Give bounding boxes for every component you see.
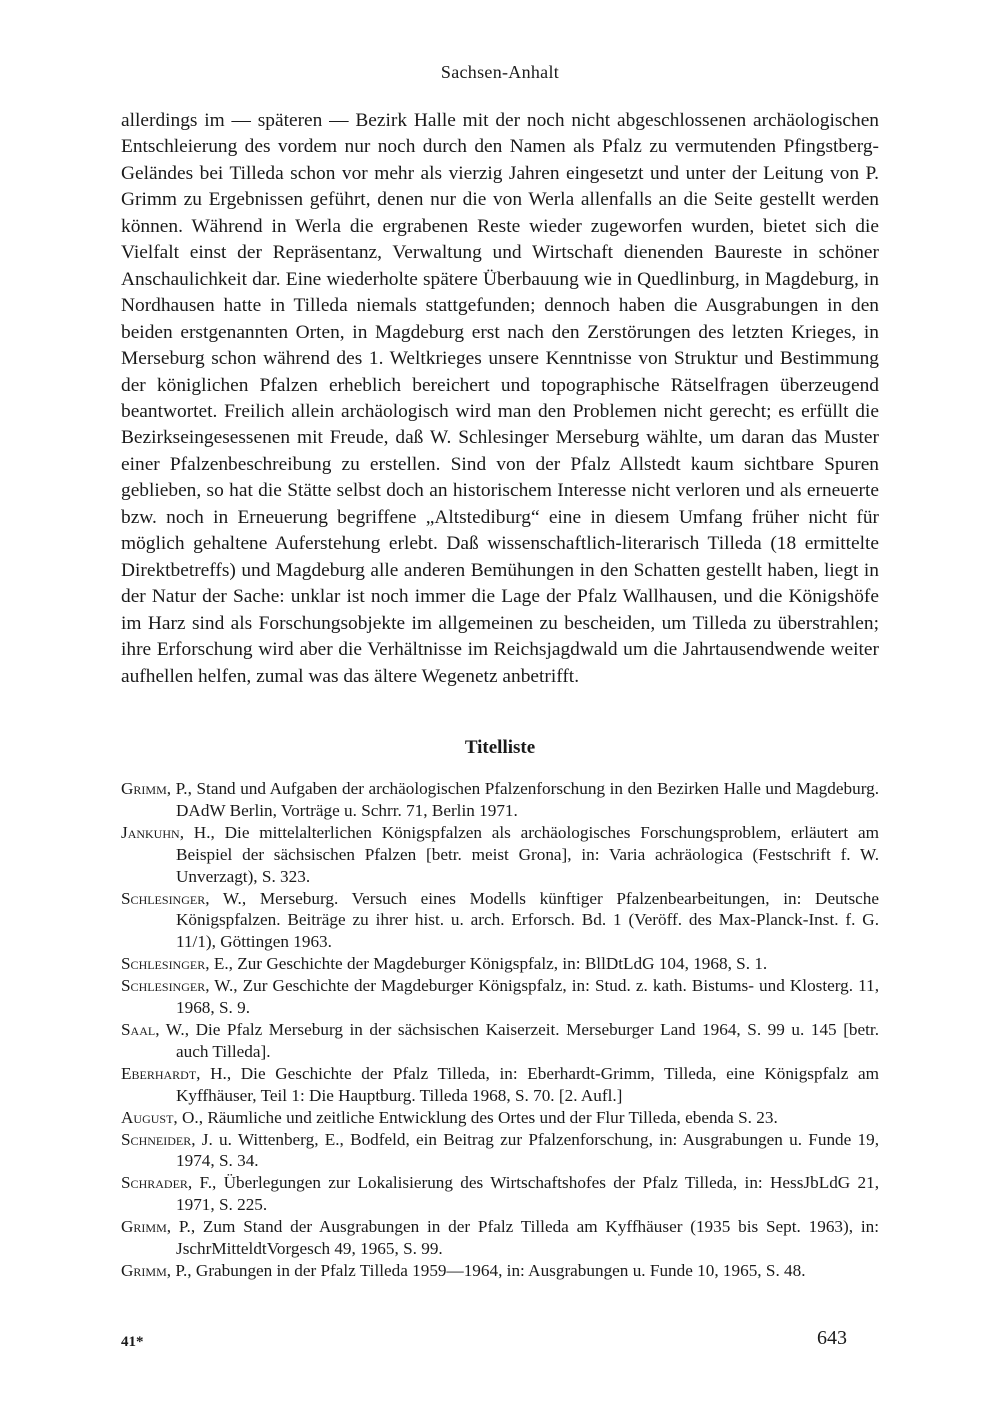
reference-entry [121, 778, 879, 822]
reference-text: , W., Die Pfalz Merseburg in der sächsischen Kaiserzeit. Merseburger Land 1964, S. 99 u. 145 [betr. auch Tilleda]. [155, 1019, 879, 1061]
body-paragraph: allerdings im — späteren — Bezirk Halle mit der noch nicht abgeschlossenen archäologischen Entschleierung des vordem nur noch durch den Namen als Pfalz zu vermutenden Pfingstberg-Geländes bei Tilleda schon vor mehr als vierzig Jahren eingesetzt und unter der Leitung von P. Grimm zu Ergebnissen geführt, denen nur die von Werla allenfalls an die Seite gestellt werden können. Während in Werla die ergrabenen Reste wieder zugeworfen wurden, bietet sich die Vielfalt einst der Repräsentanz, Verwaltung und Wirtschaft dienenden Baureste in schöner Anschaulichkeit dar. Eine wiederholte spätere Überbauung wie in Quedlinburg, in Magdeburg, in Nordhausen hatte in Tilleda niemals stattgefunden; dennoch haben die Ausgrabungen in den beiden erstgenannten Orten, in Magdeburg erst nach den Zerstörungen des letzten Krieges, in Merseburg schon während des 1. Weltkrieges unsere Kenntnisse von Struktur und Bestimmung der königlichen Pfalzen erheblich bereichert und topographische Rätselfragen überzeugend beantwortet. Freilich allein archäologisch wird man den Problemen nicht gerecht; es erfüllt die Bezirkseingesessenen mit Freude, daß W. Schlesinger Merseburg wählte, um daran das Muster einer Pfalzenbeschreibung zu erstellen. Sind von der Pfalz Allstedt kaum sichtbare Spuren geblieben, so hat die Stätte selbst doch an historischem Interesse nicht verloren und als erneuerte bzw. noch in Erneuerung begriffene „Altstediburg“ eine in diesem Umfang früher nicht für möglich gehaltene Auferstehung erlebt. Daß wissenschaftlich-literarisch Tilleda (18 ermittelte Direktbetreffs) und Magdeburg alle anderen Bemühungen in den Schatten gestellt haben, liegt in der Natur der Sache: unklar ist noch immer die Lage der Pfalz Wallhausen, und die Königshöfe im Harz sind als Forschungsobjekte im allgemeinen zu bescheiden, um Tilleda zu überstrahlen; ihre Erforschung wird aber die Verhältnisse im Reichsjagdwald um die Jahrtausendwende weiter aufhellen helfen, zumal was das ältere Wegenetz anbetrifft. [121, 110, 879, 687]
reference-text: , J. u. Wittenberg, E., Bodfeld, ein Beitrag zur Pfalzenforschung, in: Ausgrabungen u. Funde 19, 1974, S. 34. [176, 1129, 879, 1171]
reference-author: Grimm [121, 1217, 167, 1237]
reference-author: Saal [121, 1019, 156, 1039]
signature-mark: 41* [121, 1334, 144, 1350]
reference-list [121, 778, 879, 1282]
reference-entry [121, 975, 879, 1019]
running-head: Sachsen-Anhalt [440, 62, 560, 82]
page-number: 643 [817, 1327, 847, 1349]
reference-entry [121, 1172, 879, 1216]
reference-entry [121, 1063, 879, 1107]
reference-author: Jankuhn [121, 822, 180, 842]
reference-text: , P., Stand und Aufgaben der archäologischen Pfalzenforschung in den Bezirken Halle und Magdeburg. DAdW Berlin, Vorträge u. Schrr. 71, Berlin 1971. [166, 779, 879, 820]
reference-author: Schlesinger [121, 888, 206, 908]
reference-entry [121, 1260, 879, 1282]
reference-text: , W., Merseburg. Versuch eines Modells künftiger Pfalzenbearbeitungen, in: Deutsche Königspfalzen. Beiträge zu ihrer hist. u. arch. Erforsch. Bd. 1 (Veröff. des Max-Planck-Inst. f. G. 11/1), Göttingen 1963. [176, 888, 879, 952]
reference-text: , H., Die mittelalterlichen Königspfalzen als archäologisches Forschungsproblem, erläutert am Beispiel der sächsischen Pfalzen [betr. meist Grona], in: Varia achräologica (Festschrift f. W. Unverzagt), S. 323. [176, 822, 879, 886]
reference-text: , W., Zur Geschichte der Magdeburger Königspfalz, in: Stud. z. kath. Bistums- und Klosterg. 11, 1968, S. 9. [176, 976, 879, 1018]
reference-entry [121, 1129, 879, 1173]
reference-author: August [121, 1107, 174, 1127]
reference-author: Schneider [121, 1129, 192, 1149]
reference-entry [121, 1107, 879, 1129]
reference-entry [121, 1019, 879, 1063]
reference-author: Eberhardt [121, 1063, 197, 1083]
reference-text: , H., Die Geschichte der Pfalz Tilleda, in: Eberhardt-Grimm, Tilleda, eine Königspfalz am Kyffhäuser, Teil 1: Die Hauptburg. Tilleda 1968, S. 70. [2. Aufl.] [176, 1063, 879, 1105]
reference-text: , E., Zur Geschichte der Magdeburger Königspfalz, in: BllDtLdG 104, 1968, S. 1. [205, 954, 768, 974]
reference-entry [121, 953, 879, 975]
reference-entry [121, 888, 879, 954]
reference-entry [121, 1216, 879, 1260]
reference-author: Grimm [121, 779, 167, 798]
reference-text: , F., Überlegungen zur Lokalisierung des Wirtschaftshofes der Pfalz Tilleda, in: HessJbLdG 21, 1971, S. 225. [176, 1173, 879, 1215]
section-title: Titelliste [464, 737, 536, 758]
reference-text: , P., Grabungen in der Pfalz Tilleda 1959—1964, in: Ausgrabungen u. Funde 10, 1965, S. 48. [166, 1260, 806, 1280]
reference-author: Schrader [121, 1173, 188, 1193]
reference-entry [121, 822, 879, 888]
reference-author: Schlesinger [121, 954, 206, 974]
reference-text: , O., Räumliche und zeitliche Entwicklung des Ortes und der Flur Tilleda, ebenda S. 23. [173, 1107, 778, 1127]
reference-author: Schlesinger [121, 976, 206, 996]
reference-author: Grimm [121, 1260, 167, 1280]
reference-text: , P., Zum Stand der Ausgrabungen in der Pfalz Tilleda am Kyffhäuser (1935 bis Sept. 1963), in: JschrMitteldtVorgesch 49, 1965, S. 99. [166, 1217, 879, 1259]
